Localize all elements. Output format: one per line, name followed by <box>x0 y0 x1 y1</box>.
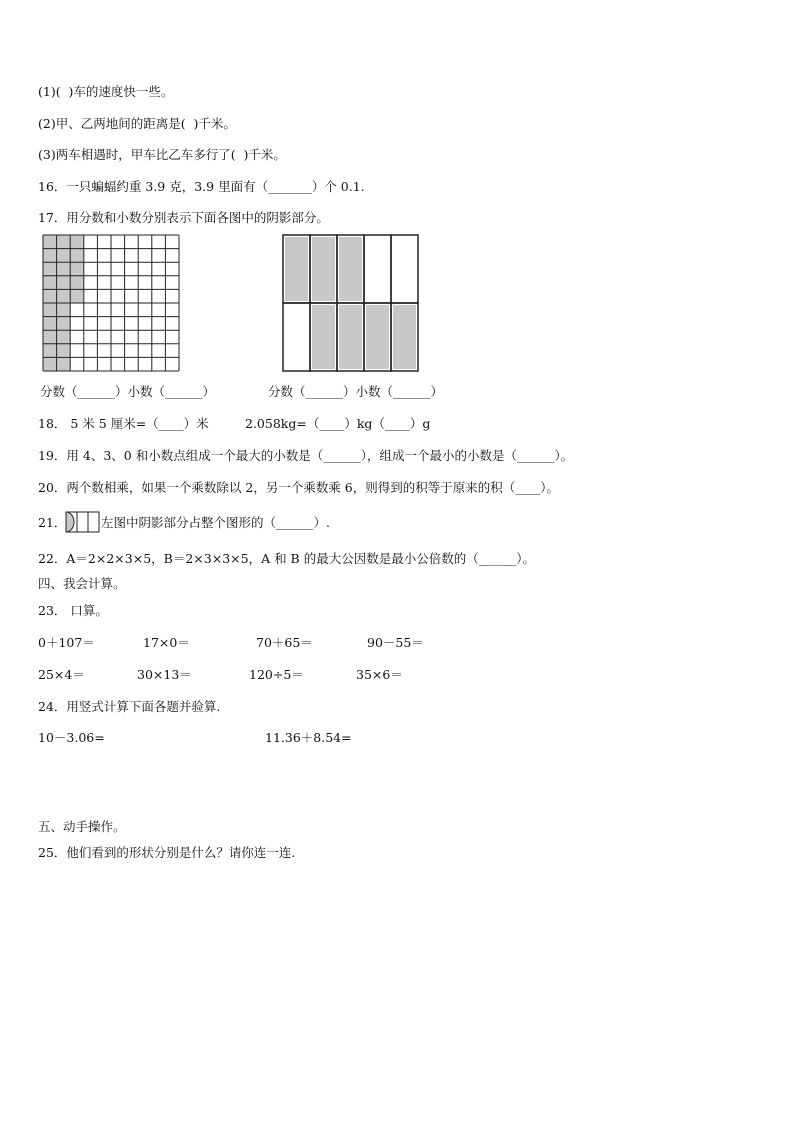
grid-shaded-cell <box>70 289 84 303</box>
calc-item: 30×13＝ <box>137 667 192 682</box>
q21-small-figure <box>65 511 101 533</box>
grid-shaded-cell <box>57 276 71 290</box>
question-16: 16．一只蝙蝠约重 3.9 克，3.9 里面有（_______）个 0.1. <box>38 179 365 194</box>
grid-shaded-cell <box>70 249 84 263</box>
calc-item: 35×6＝ <box>356 667 403 682</box>
grid-shaded-cell <box>57 262 71 276</box>
bar-cell-outline <box>391 235 418 303</box>
grid-shaded-cell <box>70 262 84 276</box>
grid-shaded-cell <box>43 357 57 371</box>
grid-shaded-cell <box>43 317 57 331</box>
bar-shaded-cell <box>366 305 389 369</box>
calc-item: 70＋65＝ <box>256 635 313 650</box>
question-22: 22．A＝2×2×3×5，B＝2×3×3×5，A 和 B 的最大公因数是最小公倍数的（______）。 <box>38 551 535 566</box>
grid-shaded-cell <box>57 303 71 317</box>
question-18-part-b: 2.058kg=（____）kg（____）g <box>245 416 431 431</box>
bar-shaded-cell <box>285 237 308 301</box>
q15-sub3: (3)两车相遇时，甲车比乙车多行了( )千米。 <box>38 147 286 162</box>
q24-expression-b: 11.36＋8.54= <box>265 730 352 745</box>
question-20: 20．两个数相乘，如果一个乘数除以 2，另一个乘数乘 6，则得到的积等于原来的积（____）。 <box>38 480 560 495</box>
q24-expression-a: 10－3.06= <box>38 730 105 745</box>
calc-item: 90－55＝ <box>367 635 424 650</box>
grid-shaded-cell <box>43 344 57 358</box>
question-21-text: 左图中阴影部分占整个图形的（______）. <box>101 515 330 530</box>
grid-shaded-cell <box>43 276 57 290</box>
bar-cell-outline <box>283 303 310 371</box>
bar-cell-outline <box>364 235 391 303</box>
bar-shaded-cell <box>312 305 335 369</box>
bar-shaded-cell <box>312 237 335 301</box>
calc-item: 120÷5＝ <box>249 667 304 682</box>
calc-item: 0＋107＝ <box>38 635 95 650</box>
question-23: 23． 口算。 <box>38 603 108 618</box>
grid-shaded-cell <box>57 235 71 249</box>
question-17: 17．用分数和小数分别表示下面各图中的阴影部分。 <box>38 210 329 225</box>
q15-sub1: (1)( )车的速度快一些。 <box>38 84 174 99</box>
section-5-heading: 五、动手操作。 <box>38 819 126 834</box>
bars-figure <box>282 234 422 374</box>
grid-shaded-cell <box>57 330 71 344</box>
grid-shaded-cell <box>57 249 71 263</box>
grid-shaded-cell <box>43 303 57 317</box>
grid-shaded-cell <box>43 289 57 303</box>
grid-shaded-cell <box>43 262 57 276</box>
bar-shaded-cell <box>393 305 416 369</box>
grid-shaded-cell <box>57 317 71 331</box>
question-24: 24．用竖式计算下面各题并验算. <box>38 699 221 714</box>
calc-item: 25×4＝ <box>38 667 85 682</box>
bar-shaded-cell <box>339 237 362 301</box>
grid-shaded-cell <box>70 235 84 249</box>
grid-shaded-cell <box>43 330 57 344</box>
section-4-heading: 四、我会计算。 <box>38 576 126 591</box>
grid-shaded-cell <box>57 344 71 358</box>
bar-shaded-cell <box>339 305 362 369</box>
grid-shaded-cell <box>43 235 57 249</box>
question-25: 25．他们看到的形状分别是什么？请你连一连. <box>38 845 296 860</box>
q17-answer-left: 分数（______）小数（______） <box>40 384 216 399</box>
question-19: 19．用 4、3、0 和小数点组成一个最大的小数是（______），组成一个最小的小数是（______）。 <box>38 448 574 463</box>
grid-shaded-cell <box>70 276 84 290</box>
grid-shaded-cell <box>57 357 71 371</box>
grid-shaded-cell <box>43 249 57 263</box>
question-18-part-a: 18． 5 米 5 厘米=（____）米 <box>38 416 209 431</box>
question-21-number: 21． <box>38 515 67 530</box>
calc-item: 17×0＝ <box>143 635 190 650</box>
q17-answer-right: 分数（______）小数（______） <box>268 384 444 399</box>
hundred-grid-figure <box>42 234 182 374</box>
q15-sub2: (2)甲、乙两地间的距离是( )千米。 <box>38 116 236 131</box>
grid-shaded-cell <box>57 289 71 303</box>
